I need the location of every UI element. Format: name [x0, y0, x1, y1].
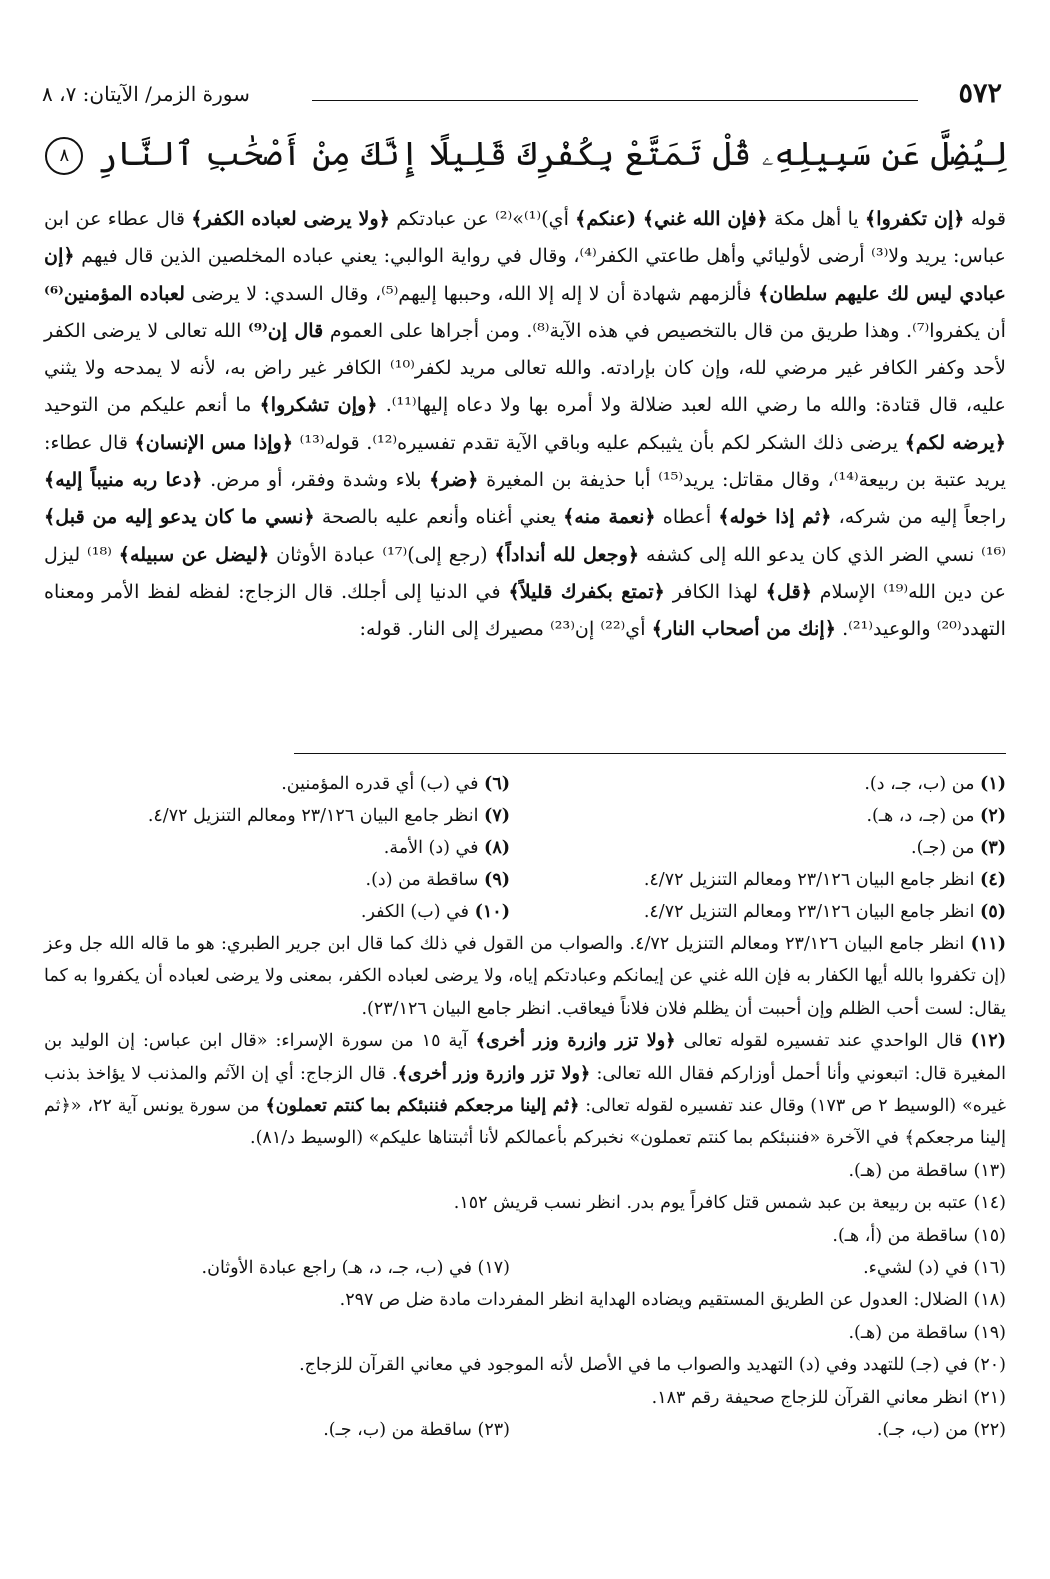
- footnote: (٢) من (جـ، د، هـ).: [866, 806, 1006, 826]
- quran-quote: قال إن⁽⁹⁾: [247, 318, 324, 342]
- body-text: قال عطاء عن ابن عباس: يريد ولا⁽³⁾ أرضى لأوليائي وأهل طاعتي الكفر⁽⁴⁾، وقال في رواية الوالبي: يعني عباده المخلصين الذين قال فيهم: [44, 207, 1006, 268]
- footnote-13: (١٣) ساقطة من (هـ).: [848, 1160, 1006, 1181]
- footnote: (١٠) في (ب) الكفر.: [360, 902, 510, 922]
- body-text: أي⁽²²⁾ إن⁽²³⁾ مصيرك إلى النار. قوله:: [359, 617, 646, 641]
- footnotes-short: [44, 768, 1006, 928]
- footnote: (٥) انظر جامع البيان ٢٣/١٢٦ ومعالم التنزيل ٤/٧٢.: [643, 902, 1006, 922]
- footnote-row-22-23: [44, 1414, 1006, 1446]
- footnote-18: (١٨) الضلال: العدول عن الطريق المستقيم ويضاده الهداية انظر المفردات مادة ضل ص ٢٩٧.: [339, 1290, 1006, 1311]
- body-text: أن يكفروا⁽⁷⁾. وهذا طريق من قال بالتخصيص في هذه الآية⁽⁸⁾. ومن أجراها على العموم: [329, 318, 1007, 342]
- quran-quote: ﴿ليضل عن سبيله﴾: [118, 542, 270, 566]
- footnote-15: (١٥) ساقطة من (أ، هـ).: [832, 1225, 1006, 1246]
- footnote: (٨) في (د) الأمة.: [383, 838, 510, 858]
- body-text: لهذا الكافر: [672, 579, 758, 603]
- footnote-separator: [294, 753, 1006, 754]
- page-header: [42, 78, 1008, 112]
- footnote: (٤) انظر جامع البيان ٢٣/١٢٦ ومعالم التنزيل ٤/٧٢.: [643, 870, 1006, 890]
- body-text: قال عطاء: يريد عتبة بن ربيعة⁽¹⁴⁾، وقال مقاتل: يريد⁽¹⁵⁾ أبا حذيفة بن المغيرة: [44, 430, 1006, 492]
- footnote-14: (١٤) عتبه بن ربيعة بن عبد شمس قتل كافراً يوم بدر. انظر نسب قريش ١٥٢.: [453, 1193, 1006, 1214]
- body-text: ⁽¹⁶⁾ نسي الضر الذي كان يدعو الله إلى كشفه: [646, 542, 1006, 566]
- quran-verse: [42, 126, 1008, 182]
- footnote-22: (٢٢) من (ب، جـ).: [876, 1420, 1006, 1441]
- footnotes-long: [44, 928, 1006, 1447]
- quran-quote: ﴿إن عبادي ليس لك عليهم سلطان﴾: [44, 244, 1006, 305]
- body-text: قوله: [970, 207, 1006, 230]
- quran-quote: ﴿دعا ربه منيباً إليه﴾: [44, 468, 203, 492]
- quran-quote: ﴿ثم إلينا مرجعكم فننبئكم بما كنتم تعملون﴾: [265, 1096, 580, 1117]
- body-text: ⁽¹⁸⁾ ليزل عن دين الله⁽¹⁹⁾ الإسلام: [44, 542, 1007, 603]
- running-head: سورة الزمر/ الآيتان: ٧، ٨: [42, 82, 250, 106]
- body-text: يعني أغناه وأنعم عليه بالصحة: [321, 505, 557, 529]
- footnote-19: (١٩) ساقطة من (هـ).: [848, 1322, 1006, 1343]
- quran-quote: لعباده المؤمنين⁽⁶⁾: [44, 281, 185, 305]
- commentary-body: [44, 200, 1006, 648]
- quran-quote: ﴿ولا يرضى لعباده الكفر﴾: [191, 207, 390, 230]
- footnote-23: (٢٣) ساقطة من (ب، جـ).: [323, 1420, 510, 1441]
- footnote: (٦) في (ب) أي قدره المؤمنين.: [281, 774, 510, 794]
- footnote-21: (٢١) انظر معاني القرآن للزجاج صحيفة رقم ١٨٣.: [651, 1387, 1006, 1408]
- quran-quote: ﴿تمتع بكفرك قليلاً﴾: [508, 579, 665, 603]
- quran-quote: ﴿ثم إذا خوله﴾: [718, 505, 832, 529]
- footnote-11: (١١) انظر جامع البيان ٢٣/١٢٦ ومعالم التنزيل ٤/٧٢. والصواب من القول في ذلك كما قال ابن جرير الطبري: هو ما قاله الله جل وعز (إن تكفروا بالله أيها الكفار به فإن الله غني عن إيمانكم وعبادتكم إياه، ولا يرضى لعباده الكفر، بمعنى ولا يرضى لعباده أن يكفروا به كما يقال: لست أحب الظلم وإن أحببت أن يظلم فلان فلاناً فيعاقب. انظر جامع البيان ٢٣/١٢٦).: [44, 934, 1006, 1019]
- quran-quote: ﴿ضر﴾: [429, 468, 479, 492]
- body-text: أعطاه: [662, 505, 712, 529]
- body-text: أي)⁽¹⁾»⁽²⁾ عن عبادتكم: [396, 207, 569, 230]
- body-text: الله تعالى لا يرضى الكفر لأحد وكفر الكافر غير مرضي لله، وإن كان بإرادته. والله تعالى مريد لكفر⁽¹⁰⁾ الكافر غير راض به، لأنه لا يمدحه ولا يثني عليه، قال قتادة: والله ما رضي الله لعبد ضلالة ولا أمره بها ولا دعاه إليها⁽¹¹⁾.: [44, 318, 1007, 417]
- page-number: ٥٧٢: [958, 78, 1002, 109]
- quran-quote: ﴿نعمة منه﴾: [563, 505, 656, 529]
- body-text: يا أهل مكة: [773, 207, 859, 230]
- footnote-17: (١٧) في (ب، جـ، د، هـ) راجع عبادة الأوثان.: [201, 1258, 510, 1279]
- quran-quote: ﴿وإذا مس الإنسان﴾: [134, 430, 294, 454]
- body-text: (رجع إلى)⁽¹⁷⁾ عبادة الأوثان: [276, 542, 488, 566]
- quran-quote: ﴿ولا تزر وازرة وزر أخرى﴾: [475, 1031, 676, 1052]
- quran-quote: ﴿وجعل لله أنداداً﴾: [494, 542, 640, 566]
- footnote: (١) من (ب، جـ، د).: [864, 774, 1006, 794]
- quran-quote: ﴿وإن تشكروا﴾: [259, 393, 378, 417]
- footnote-row-16-17: [44, 1252, 1006, 1284]
- body-text: بلاء وشدة وفقر، أو مرض.: [210, 468, 422, 492]
- quran-quote: ﴿إن تكفروا﴾: [865, 207, 965, 230]
- footnote: (٩) ساقطة من (د).: [365, 870, 510, 890]
- body-text: فألزمهم شهادة أن لا إله إلا الله، وحببها إليهم⁽⁵⁾، وقال السدي: لا يرضى: [191, 281, 752, 305]
- quran-quote: ﴿قل﴾: [765, 579, 812, 603]
- ayah-number-marker: ٨: [45, 137, 83, 175]
- footnote-12: (١٢) قال الواحدي عند تفسيره لقوله تعالى ﴿ولا تزر وازرة وزر أخرى﴾ آية ١٥ من سورة الإسراء: «قال ابن عباس: إن الوليد بن المغيرة قال: اتبعوني وأنا أحمل أوزاركم فقال الله تعالى: ﴿ولا تزر وازرة وزر أخرى﴾. قال الزجاج: أي إن الآثم والمذنب لا يؤاخذ بذنب غيره» (الوسيط ٢ ص ١٧٣) وقال عند تفسيره لقوله تعالى: ﴿ثم إلينا مرجعكم فننبئكم بما كنتم تعملون﴾ من سورة يونس آية ٢٢، «﴿ثم إلينا مرجعكم﴾ في الآخرة «فننبئكم بما كنتم تعملون» نخبركم بأعمالكم لأنا أثبتناها عليكم» (الوسيط د/٨١).: [44, 1031, 1006, 1149]
- body-text: يرضى ذلك الشكر لكم بأن يثيبكم عليه وباقي الآية تقدم تفسيره⁽¹²⁾. قوله⁽¹³⁾: [299, 430, 899, 454]
- verse-text: لِيُضِلَّ عَن سَبِيلِهِۦ قُلْ تَمَتَّعْ بِكُفْرِكَ قَلِيلًا إِنَّكَ مِنْ أَصْحَٰبِ ٱلنَّارِ: [97, 134, 1008, 173]
- body-text: في الدنيا إلى أجلك. قال الزجاج: لفظه لفظ الأمر ومعناه التهدد⁽²⁰⁾ والوعيد⁽²¹⁾.: [44, 579, 1006, 641]
- quran-quote: ﴿نسي ما كان يدعو إليه من قبل﴾: [44, 505, 315, 529]
- quran-quote: ﴿ولا تزر وازرة وزر أخرى﴾: [397, 1063, 591, 1084]
- footnote: (٣) من (جـ).: [911, 838, 1006, 858]
- quran-quote: ﴿يرضه لكم﴾: [904, 430, 1006, 454]
- body-text: ما أنعم عليكم من التوحيد: [44, 393, 252, 417]
- footnote: (٧) انظر جامع البيان ٢٣/١٢٦ ومعالم التنزيل ٤/٧٢.: [147, 806, 510, 826]
- footnote-20: (٢٠) في (جـ) للتهدد وفي (د) التهديد والصواب ما في الأصل لأنه الموجود في معاني القرآن للزجاج.: [299, 1355, 1006, 1376]
- quran-quote: ﴿فإن الله غني﴾ (عنكم﴾: [575, 207, 768, 230]
- footnote-16: (١٦) في (د) لشيء.: [863, 1258, 1006, 1279]
- quran-quote: ﴿إنك من أصحاب النار﴾: [651, 617, 836, 641]
- body-text: راجعاً إليه من شركه،: [838, 505, 1006, 529]
- header-rule: [312, 100, 918, 101]
